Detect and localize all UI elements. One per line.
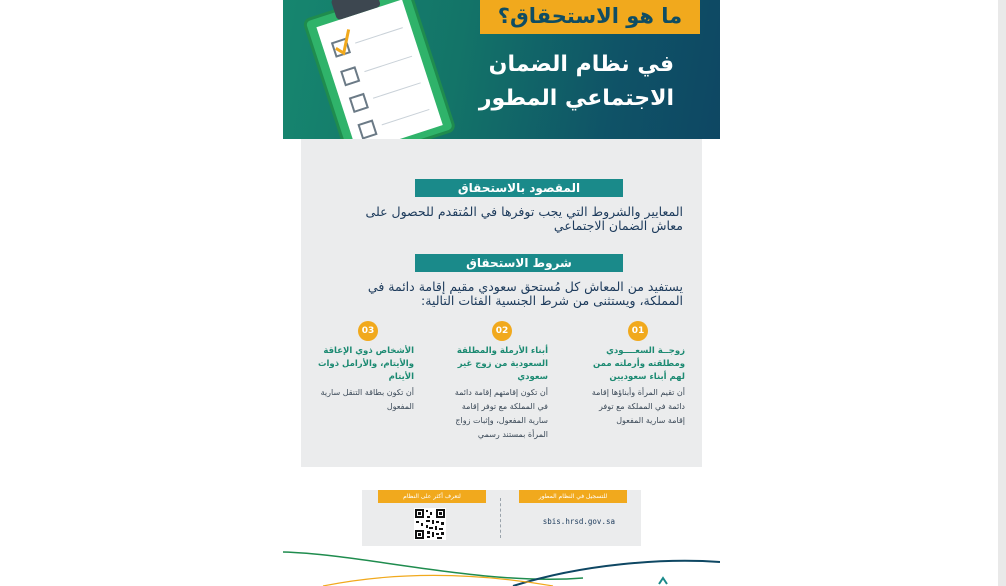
poster-header <box>283 0 720 139</box>
eligibility-poster <box>283 0 720 586</box>
category-body-03: أن تكون بطاقة التنقل سارية المفعول <box>320 388 414 411</box>
definition-label: المقصود بالاستحقاق <box>415 179 623 197</box>
content-card <box>301 139 702 467</box>
register-label: للتسجيل في النظام المطور <box>519 490 627 503</box>
category-number-01: 01 <box>628 321 648 341</box>
category-body-01: أن تقيم المرأة وأبناؤها إقامة دائمة في المملكة مع توفر إقامة سارية المفعول <box>591 388 685 425</box>
page-edge <box>998 0 1006 586</box>
qr-code-icon[interactable] <box>414 508 446 540</box>
poster-subtitle-line2: الاجتماعي المطور <box>478 86 674 111</box>
category-title-02: أبناء الأرملة والمطلقة السعودية من زوج غير سعودي <box>456 346 548 382</box>
poster-title: ما هو الاستحقاق؟ <box>480 0 700 34</box>
category-title-03: الأشخاص ذوي الإعاقة والأيتام، والأرامل ذوات الأيتام <box>317 346 414 382</box>
category-number-02: 02 <box>492 321 512 341</box>
category-number-03: 03 <box>358 321 378 341</box>
conditions-label: شروط الاستحقاق <box>415 254 623 272</box>
definition-text: المعايير والشروط التي يجب توفرها في المُتقدم للحصول على معاش الضمان الاجتماعي <box>365 204 683 233</box>
footer-divider <box>500 498 501 538</box>
website-link[interactable]: sbis.hrsd.gov.sa <box>542 517 615 526</box>
learn-more-label: لتعرف أكثر على النظام <box>378 490 486 503</box>
decorative-swoosh <box>283 540 720 586</box>
footer-box <box>362 490 641 546</box>
category-title-01: زوجــة السعــــودي ومطلقته وأرملته ممن لهم أبناء سعوديين <box>592 346 685 382</box>
poster-subtitle-line1: في نظام الضمان <box>488 52 674 77</box>
conditions-text: يستفيد من المعاش كل مُستحق سعودي مقيم إقامة دائمة في المملكة، ويستثنى من شرط الجنسية الفئات التالية: <box>367 279 683 308</box>
category-body-02: أن تكون إقامتهم إقامة دائمة في المملكة مع توفر إقامة سارية المفعول، وإثبات زواج المرأة بمستند رسمي <box>454 388 548 439</box>
